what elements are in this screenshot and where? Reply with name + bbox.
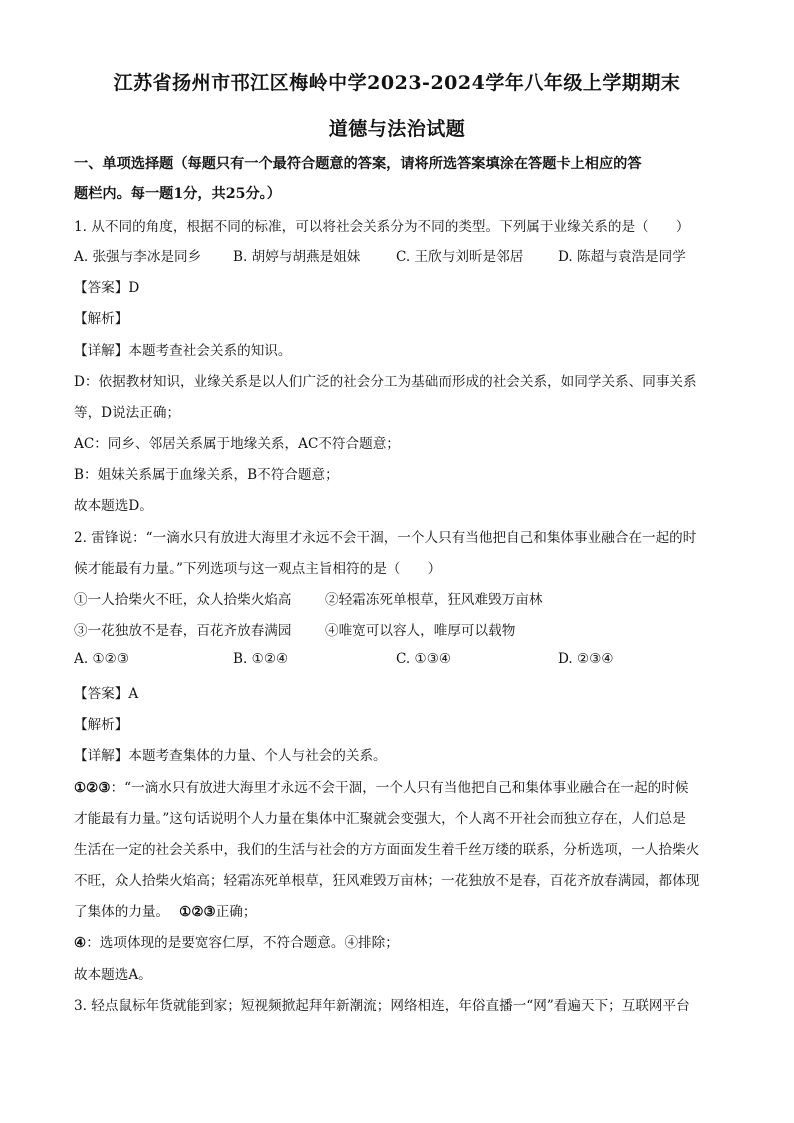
q2-explain-line-1 (74, 776, 688, 796)
q1-option-b: B. 胡婷与胡燕是姐妹 (233, 249, 361, 265)
q1-explain-line: AC：同乡、邻居关系属于地缘关系，AC不符合题意； (74, 436, 400, 452)
q2-explain-text: 正确； (215, 904, 257, 920)
q1-option-d: D. 陈超与袁浩是同学 (558, 249, 686, 265)
q2-explain-line: 才能最有力量。”这句话说明个人力量在集体中汇聚就会变强大，个人离不开社会而独立存在，人们总是 (74, 811, 686, 827)
doc-title-line2: 道德与法治试题 (328, 118, 466, 140)
q2-explain-line-6 (74, 931, 399, 951)
q1-answer: 【答案】D (74, 280, 140, 296)
q1-explain-line: D：依据教材知识，业缘关系是以人们广泛的社会分工为基础而形成的社会关系，如同学关系、同事关系 (74, 374, 697, 390)
q2-detail: 【详解】本题考查集体的力量、个人与社会的关系。 (74, 748, 387, 764)
q1-conclusion: 故本题选D。 (74, 498, 153, 514)
q2-explain-label: ①②③ (74, 780, 111, 796)
q2-explain-line: 生活在一定的社会关系中，我们的生活与社会的方方面面发生着千丝万缕的联系，分析选项，一人拾柴火 (74, 842, 700, 858)
q2-answer: 【答案】A (74, 686, 139, 702)
q2-item-2: ②轻霜冻死单根草，狂风难毁万亩林 (325, 592, 543, 608)
q2-explain-text: ：“一滴水只有放进大海里才永远不会干涸，一个人只有当他把自己和集体事业融合在一起的时候 (110, 780, 689, 796)
q2-explain-text: ：选项体现的是要宽容仁厚，不符合题意。④排除； (86, 935, 399, 951)
q1-explain-line: B：姐妹关系属于血缘关系，B不符合题意； (74, 467, 339, 483)
q2-option-c: C. ①③④ (396, 651, 452, 667)
q3-stem: 3. 轻点鼠标年货就能到家；短视频掀起拜年新潮流；网络相连，年俗直播一“网”看遍天下；互联网平台 (74, 998, 690, 1014)
q2-item-4: ④唯宽可以容人，唯厚可以载物 (325, 623, 516, 639)
q2-explain-label: ①②③ (179, 904, 216, 920)
q2-option-b: B. ①②④ (233, 651, 289, 667)
q1-stem: 1. 从不同的角度，根据不同的标准，可以将社会关系分为不同的类型。下列属于业缘关系的是（ ） (74, 219, 690, 235)
section-heading-line1: 一、单项选择题（每题只有一个最符合题意的答案，请将所选答案填涂在答题卡上相应的答 (74, 156, 642, 172)
q1-detail: 【详解】本题考查社会关系的知识。 (74, 343, 292, 359)
q2-explain-line-5 (74, 900, 257, 920)
doc-title-line1: 江苏省扬州市邗江区梅岭中学2023-2024学年八年级上学期期末 (113, 72, 681, 94)
q2-explain-label: ④ (74, 935, 87, 951)
section-heading-line2: 题栏内。每一题1分，共25分。） (74, 186, 281, 202)
q2-explain-line: 不旺，众人拾柴火焰高；轻霜冻死单根草，狂风难毁万亩林；一花独放不是春，百花齐放春满园，都体现 (74, 873, 700, 889)
q2-explain-text: 了集体的力量。 (74, 904, 170, 920)
q1-explain-line: 等，D说法正确； (74, 405, 181, 421)
q2-option-a: A. ①②③ (74, 651, 130, 667)
q2-stem-line2: 候才能最有力量。”下列选项与这一观点主旨相符的是（ ） (74, 561, 442, 577)
q2-stem-line1: 2. 雷锋说：“一滴水只有放进大海里才永远不会干涸，一个人只有当他把自己和集体事业融合在一起的时 (74, 530, 697, 546)
q2-conclusion: 故本题选A。 (74, 967, 152, 983)
q1-option-c: C. 王欣与刘昕是邻居 (396, 249, 524, 265)
q2-item-1: ①一人拾柴火不旺，众人拾柴火焰高 (74, 592, 292, 608)
q2-analysis-label: 【解析】 (74, 717, 129, 733)
q1-analysis-label: 【解析】 (74, 311, 129, 327)
q2-item-3: ③一花独放不是春，百花齐放春满园 (74, 623, 292, 639)
q1-option-a: A. 张强与李冰是同乡 (74, 249, 202, 265)
q2-option-d: D. ②③④ (558, 651, 614, 667)
